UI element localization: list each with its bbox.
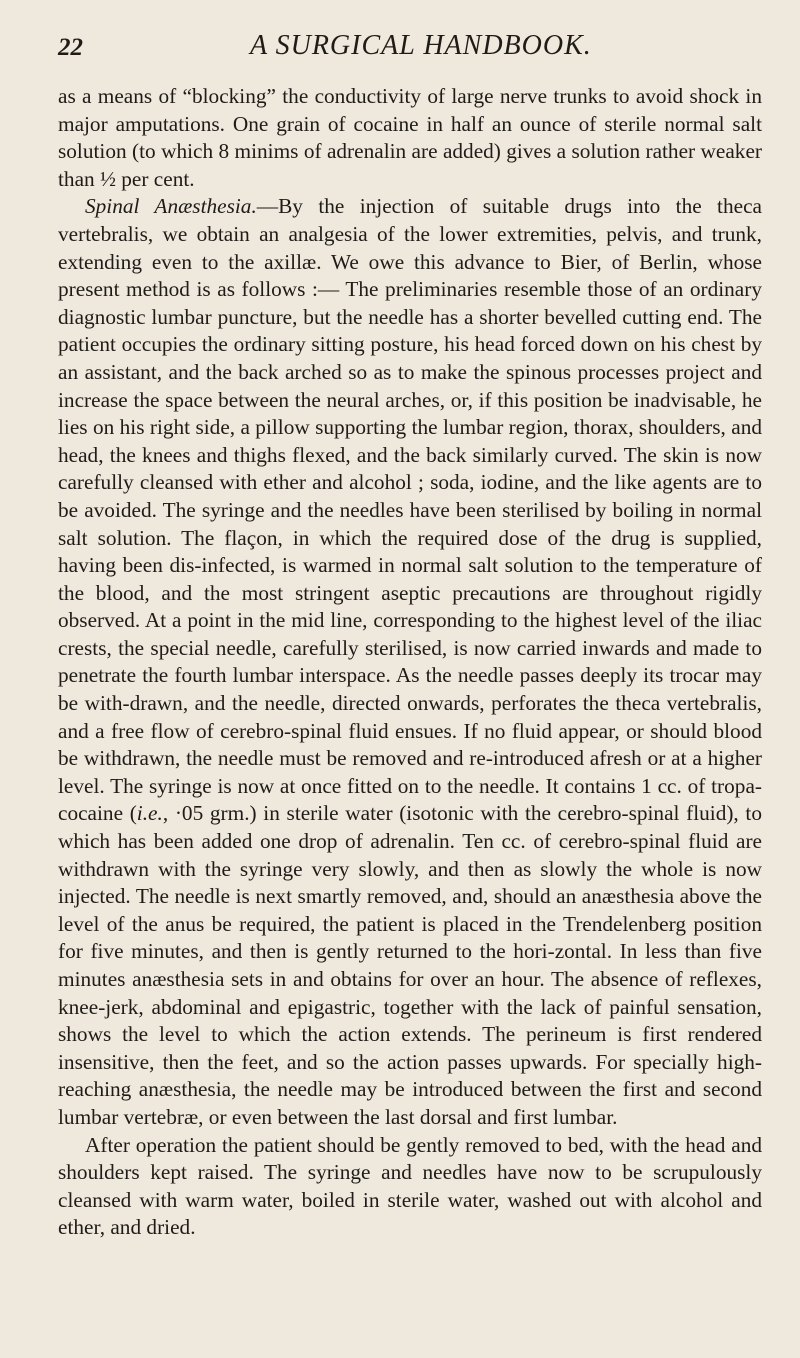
page-number: 22: [58, 34, 83, 61]
paragraph-after-operation: After operation the patient should be gently removed to bed, with the head and shoulders kept raised. The syringe and needles have now to be scrupulously cleansed with warm water, boiled in sterile water, washed out with alcohol and ether, and dried.: [58, 1132, 762, 1240]
paragraph-spinal-anaesthesia: [58, 193, 762, 1131]
running-head: [50, 30, 750, 70]
paragraph-text: —By the injection of suitable drugs into the theca vertebralis, we obtain an analgesia of the lower extremities, pelvis, and trunk, extending even to the axillæ. We owe this advance to Bier, of Berlin, whose present method is as follows :— The preliminaries resemble those of an ordinary diagnostic lumbar puncture, but the needle has a shorter bevelled cutting end. The patient occupies the ordinary sitting posture, his head forced down on his chest by an assistant, and the back arched so as to make the spinous processes project and increase the space between the neural arches, or, if this position be inadvisable, he lies on his right side, a pillow supporting the lumbar region, thorax, shoulders, and head, the knees and thighs flexed, and the back similarly curved. The skin is now carefully cleansed with ether and alcohol ; soda, iodine, and the like agents are to be avoided. The syringe and the needles have been sterilised by boiling in normal salt solution. The flaçon, in which the required dose of the drug is supplied, having been dis-infected, is warmed in normal salt solution to the temperature of the blood, and the most stringent aseptic precautions are throughout rigidly observed. At a point in the mid line, corresponding to the highest level of the iliac crests, the special needle, carefully sterilised, is now carried inwards and made to penetrate the fourth lumbar interspace. As the needle passes deeply its trocar may be with-drawn, and the needle, directed onwards, perforates the theca vertebralis, and a free flow of cerebro-spinal fluid ensues. If no fluid appear, or should blood be withdrawn, the needle must be removed and re-introduced afresh or at a higher level. The syringe is now at once fitted on to the needle. It contains 1 cc. of tropa-cocaine (: [58, 194, 762, 826]
paragraph-text-continued: , ·05 grm.) in sterile water (isotonic with the cerebro-spinal fluid), to which has been added one drop of adrenalin. Ten cc. of cerebro-spinal fluid are withdrawn with the syringe very slowly, and then as slowly the whole is now injected. The needle is next smartly removed, and, should an anæsthesia above the level of the anus be required, the patient is placed in the Trendelenberg position for five minutes, and then is gently returned to the hori-zontal. In less than five minutes anæsthesia sets in and obtains for over an hour. The absence of reflexes, knee-jerk, abdominal and epigastric, together with the lack of painful sensation, shows the level to which the action extends. The perineum is first rendered insensitive, then the feet, and so the action passes upwards. For specially high-reaching anæsthesia, the needle may be introduced between the first and second lumbar vertebræ, or even between the last dorsal and first lumbar.: [58, 801, 762, 1129]
paragraph-blocking: as a means of “blocking” the conductivity of large nerve trunks to avoid shock in major amputations. One grain of cocaine in half an ounce of sterile normal salt solution (to which 8 minims of adrenalin are added) gives a solution rather weaker than ½ per cent.: [58, 84, 762, 191]
body-text: [58, 83, 762, 1242]
abbreviation-ie: i.e.: [136, 801, 163, 826]
section-heading-spinal-anaesthesia: Spinal Anæsthesia.: [85, 194, 257, 219]
running-title: A SURGICAL HANDBOOK.: [250, 30, 592, 61]
